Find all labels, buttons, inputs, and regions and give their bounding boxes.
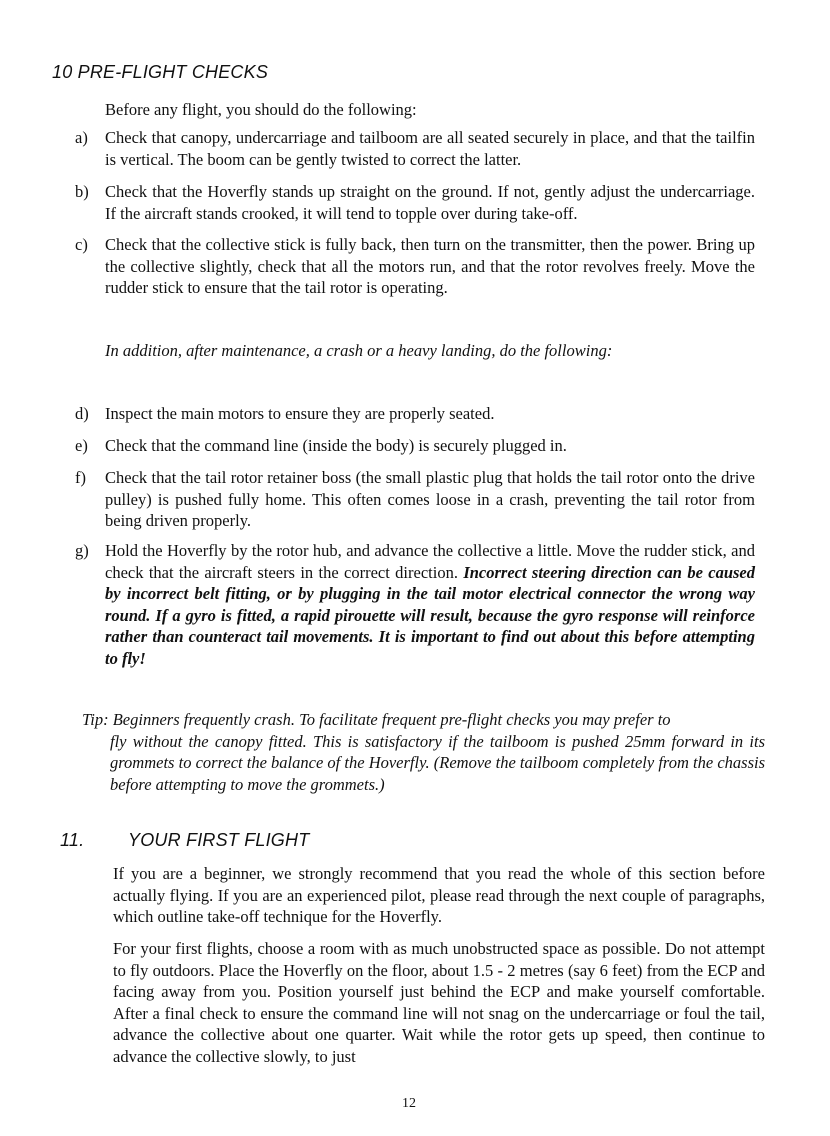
warning-text: Incorrect steering direction can be caused by incorrect belt fitting, or by plugging in the tail motor electrical connector the wrong way round. If a gyro is fitted, a rapid pirouette will result, because the gyro response will reinforce rather than counteract tail movements. It is important to find out about this before attempting to fly! (105, 562, 755, 668)
section-11-heading: YOUR FIRST FLIGHT (128, 830, 310, 850)
first-flight-paragraph-1: If you are a beginner, we strongly recommend that you read the whole of this section before actually flying. If you are an experienced pilot, please read through the next couple of paragraphs, which outline take-off technique for the Hoverfly. (113, 864, 765, 926)
item-text: Inspect the main motors to ensure they are properly seated. (105, 404, 495, 423)
item-label: e) (75, 436, 88, 455)
item-text: Check that the collective stick is fully back, then turn on the transmitter, then the power. Bring up the collective slightly, check that all the motors run, and that the rotor revolves freely. Move the rudder stick to ensure that the tail rotor is operating. (105, 235, 755, 297)
section-11-number: 11. (60, 830, 85, 850)
item-text: Check that canopy, undercarriage and tailboom are all seated securely in place, and that the tailfin is vertical. The boom can be gently twisted to correct the latter. (105, 128, 755, 169)
tip-continuation: fly without the canopy fitted. This is satisfactory if the tailboom is pushed 25mm forward in its grommets to correct the balance of the Hoverfly. (Remove the tailboom completely from the chassis before attempting to move the grommets.) (110, 731, 765, 794)
item-text (105, 540, 755, 669)
intro-paragraph: Before any flight, you should do the following: (105, 100, 417, 119)
item-label: a) (75, 128, 88, 147)
item-label: f) (75, 468, 86, 487)
item-label: b) (75, 182, 89, 201)
item-label: g) (75, 541, 89, 560)
item-label: c) (75, 235, 88, 254)
maintenance-note: In addition, after maintenance, a crash or a heavy landing, do the following: (105, 341, 613, 360)
tip-first-line: Tip: Beginners frequently crash. To facilitate frequent pre-flight checks you may prefer to (82, 710, 671, 729)
first-flight-paragraph-2: For your first flights, choose a room with as much unobstructed space as possible. Do not attempt to fly outdoors. Place the Hoverfly on the floor, about 1.5 - 2 metres (say 6 feet) from the ECP and facing away from you. Position yourself just behind the ECP and make yourself comfortable. After a final check to ensure the command line will not snag on the undercarriage or foul the tail, advance the collective about one quarter. Wait while the rotor gets up speed, then continue to advance the collective slowly, to just (113, 939, 765, 1066)
item-text: Check that the Hoverfly stands up straight on the ground. If not, gently adjust the undercarriage. If the aircraft stands crooked, it will tend to topple over during take-off. (105, 182, 755, 223)
item-body: Hold the Hoverfly by the rotor hub, and advance the collective a little. Move the rudder stick, and check that the aircraft steers in the correct direction. (105, 541, 755, 582)
section-10-heading: 10 PRE-FLIGHT CHECKS (52, 62, 269, 82)
page-number: 12 (402, 1096, 416, 1111)
tip-block (82, 709, 765, 795)
item-text: Check that the tail rotor retainer boss (the small plastic plug that holds the tail rotor onto the drive pulley) is pushed fully home. This often comes loose in a crash, preventing the tail rotor from being driven properly. (105, 468, 755, 530)
item-text: Check that the command line (inside the body) is securely plugged in. (105, 436, 567, 455)
item-label: d) (75, 404, 89, 423)
